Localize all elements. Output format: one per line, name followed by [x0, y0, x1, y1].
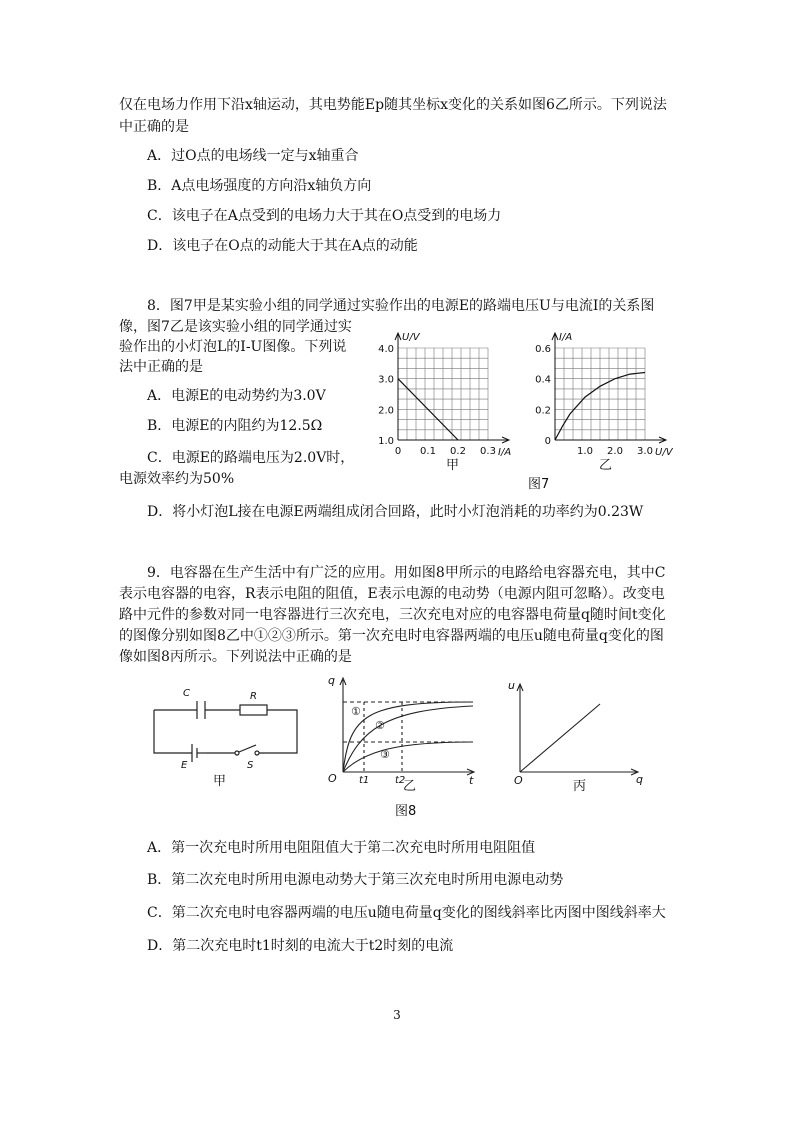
qt-graph [340, 678, 474, 775]
q9-option-d: D．第二次充电时t1时刻的电流大于t2时刻的电流 [147, 938, 454, 954]
q7-option-c: C．该电子在A点受到的电场力大于其在O点受到的电场力 [147, 208, 502, 224]
q9-option-c: C．第二次充电时电容器两端的电压u随电荷量q变化的图线斜率比丙图中图线斜率大 [147, 905, 666, 921]
x-tick-label: 0.1 [420, 446, 436, 457]
uq-origin: O [514, 774, 523, 787]
x-axis-label: U/V [655, 447, 673, 458]
switch-contact-right [255, 751, 259, 755]
q8-stem-line4: 法中正确的是 [119, 359, 203, 375]
chart-yi-label: 乙 [599, 458, 613, 473]
q9-stem-line3: 路中元件的参数对同一电容器进行三次充电，三次充电对应的电容器电荷量q随时间t变化 [119, 607, 666, 623]
chart-jia [378, 332, 511, 458]
switch-contact-left [235, 751, 239, 755]
uq-graph [517, 684, 638, 775]
q9-option-a: A．第一次充电时所用电阻阻值大于第二次充电时所用电阻阻值 [147, 840, 536, 856]
circuit-panel-label: 甲 [213, 774, 227, 789]
curve-2-label: ② [375, 719, 385, 732]
q8-option-d: D．将小灯泡L接在电源E两端组成闭合回路，此时小灯泡消耗的功率约为0.23W [147, 504, 644, 520]
circuit-diagram [154, 701, 297, 762]
chart-yi [535, 332, 674, 458]
q7-option-b: B．A点电场强度的方向沿x轴负方向 [147, 178, 372, 194]
q7-option-a: A．过O点的电场线一定与x轴重合 [147, 148, 359, 164]
q7-option-d: D．该电子在O点的动能大于其在A点的动能 [147, 238, 418, 254]
x-tick-label: 1.0 [577, 446, 593, 457]
y-tick-label: 3.0 [378, 374, 394, 386]
q9-stem-line1: 9．电容器在生产生活中有广泛的应用。用如图8甲所示的电路给电容器充电，其中C [147, 565, 666, 581]
chart-jia-label: 甲 [446, 458, 460, 473]
q9-option-b: B．第二次充电时所用电源电动势大于第三次充电时所用电源电动势 [147, 872, 564, 888]
qt-x-label: t [469, 774, 474, 787]
q9-stem-line5: 像如图8丙所示。下列说法中正确的是 [119, 649, 352, 665]
uq-x-label: q [636, 773, 643, 786]
y-tick-label: 0.6 [535, 344, 551, 355]
y-tick-label: 0.2 [535, 405, 551, 417]
q8-option-c-line2: 电源效率约为50% [119, 471, 235, 487]
figure-7 [370, 320, 690, 492]
q9-stem-line4: 的图像分别如图8乙中①②③所示。第一次充电时电容器两端的电压u随电荷量q变化的图 [119, 628, 664, 644]
q9-stem-line2: 表示电容器的电容，R表示电阻的阻值，E表示电源的电动势（电源内阻可忽略）。改变电 [119, 586, 665, 602]
resistor [240, 705, 267, 715]
y-axis-label: I/A [559, 332, 573, 343]
q7-stem-line1: 仅在电场力作用下沿x轴运动，其电势能Ep随其坐标x变化的关系如图6乙所示。下列说法 [119, 97, 667, 113]
x-tick-label: 0.3 [480, 446, 496, 457]
qt-y-label: q [328, 674, 335, 687]
q8-stem-line3: 验作出的小灯泡L的I-U图像。下列说 [119, 339, 347, 355]
x-tick-label: 2.0 [607, 446, 623, 457]
y-tick-label: 4.0 [378, 344, 394, 355]
x-tick-label: 3.0 [637, 446, 653, 457]
y-tick-label: 1.0 [378, 436, 394, 447]
uq-panel-label: 丙 [573, 779, 587, 794]
figure-7-caption: 图7 [528, 477, 550, 492]
uq-y-label: u [508, 679, 515, 692]
resistor-label: R [250, 691, 257, 702]
qt-t1-label: t1 [359, 775, 370, 786]
switch-lever [239, 745, 256, 752]
capacitor-label: C [183, 688, 190, 699]
y-tick-label: 2.0 [378, 405, 394, 417]
switch-label: S [247, 760, 254, 771]
curve-1 [343, 702, 473, 772]
y-tick-label: 0 [544, 436, 551, 447]
q8-option-a: A．电源E的电动势约为3.0V [147, 388, 326, 404]
curve-3-label: ③ [380, 748, 390, 761]
q7-stem-line2: 中正确的是 [119, 119, 189, 135]
uq-line [520, 704, 600, 772]
qt-panel-label: 乙 [403, 779, 417, 794]
y-tick-label: 0.4 [535, 374, 551, 386]
figure-8-caption: 图8 [395, 804, 417, 819]
battery-label: E [181, 760, 188, 771]
x-tick-label: 0.2 [450, 446, 466, 457]
curve-2 [343, 706, 473, 772]
qt-t2-label: t2 [395, 775, 406, 786]
x-tick-label: 0 [394, 446, 402, 457]
figure-8 [140, 670, 660, 820]
q8-option-b: B．电源E的内阻约为12.5Ω [147, 418, 323, 434]
curve-1-label: ① [351, 705, 361, 718]
q8-stem-line2: 像，图7乙是该实验小组的同学通过实 [119, 319, 352, 335]
page-number: 3 [393, 1008, 401, 1022]
curve-3 [343, 742, 473, 772]
q8-stem-line1: 8．图7甲是某实验小组的同学通过实验作出的电源E的路端电压U与电流I的关系图 [147, 298, 655, 314]
x-axis-label: I/A [498, 447, 512, 458]
qt-origin: O [328, 772, 337, 785]
q8-option-c-line1: C．电源E的路端电压为2.0V时， [147, 450, 355, 466]
y-axis-label: U/V [402, 332, 420, 343]
